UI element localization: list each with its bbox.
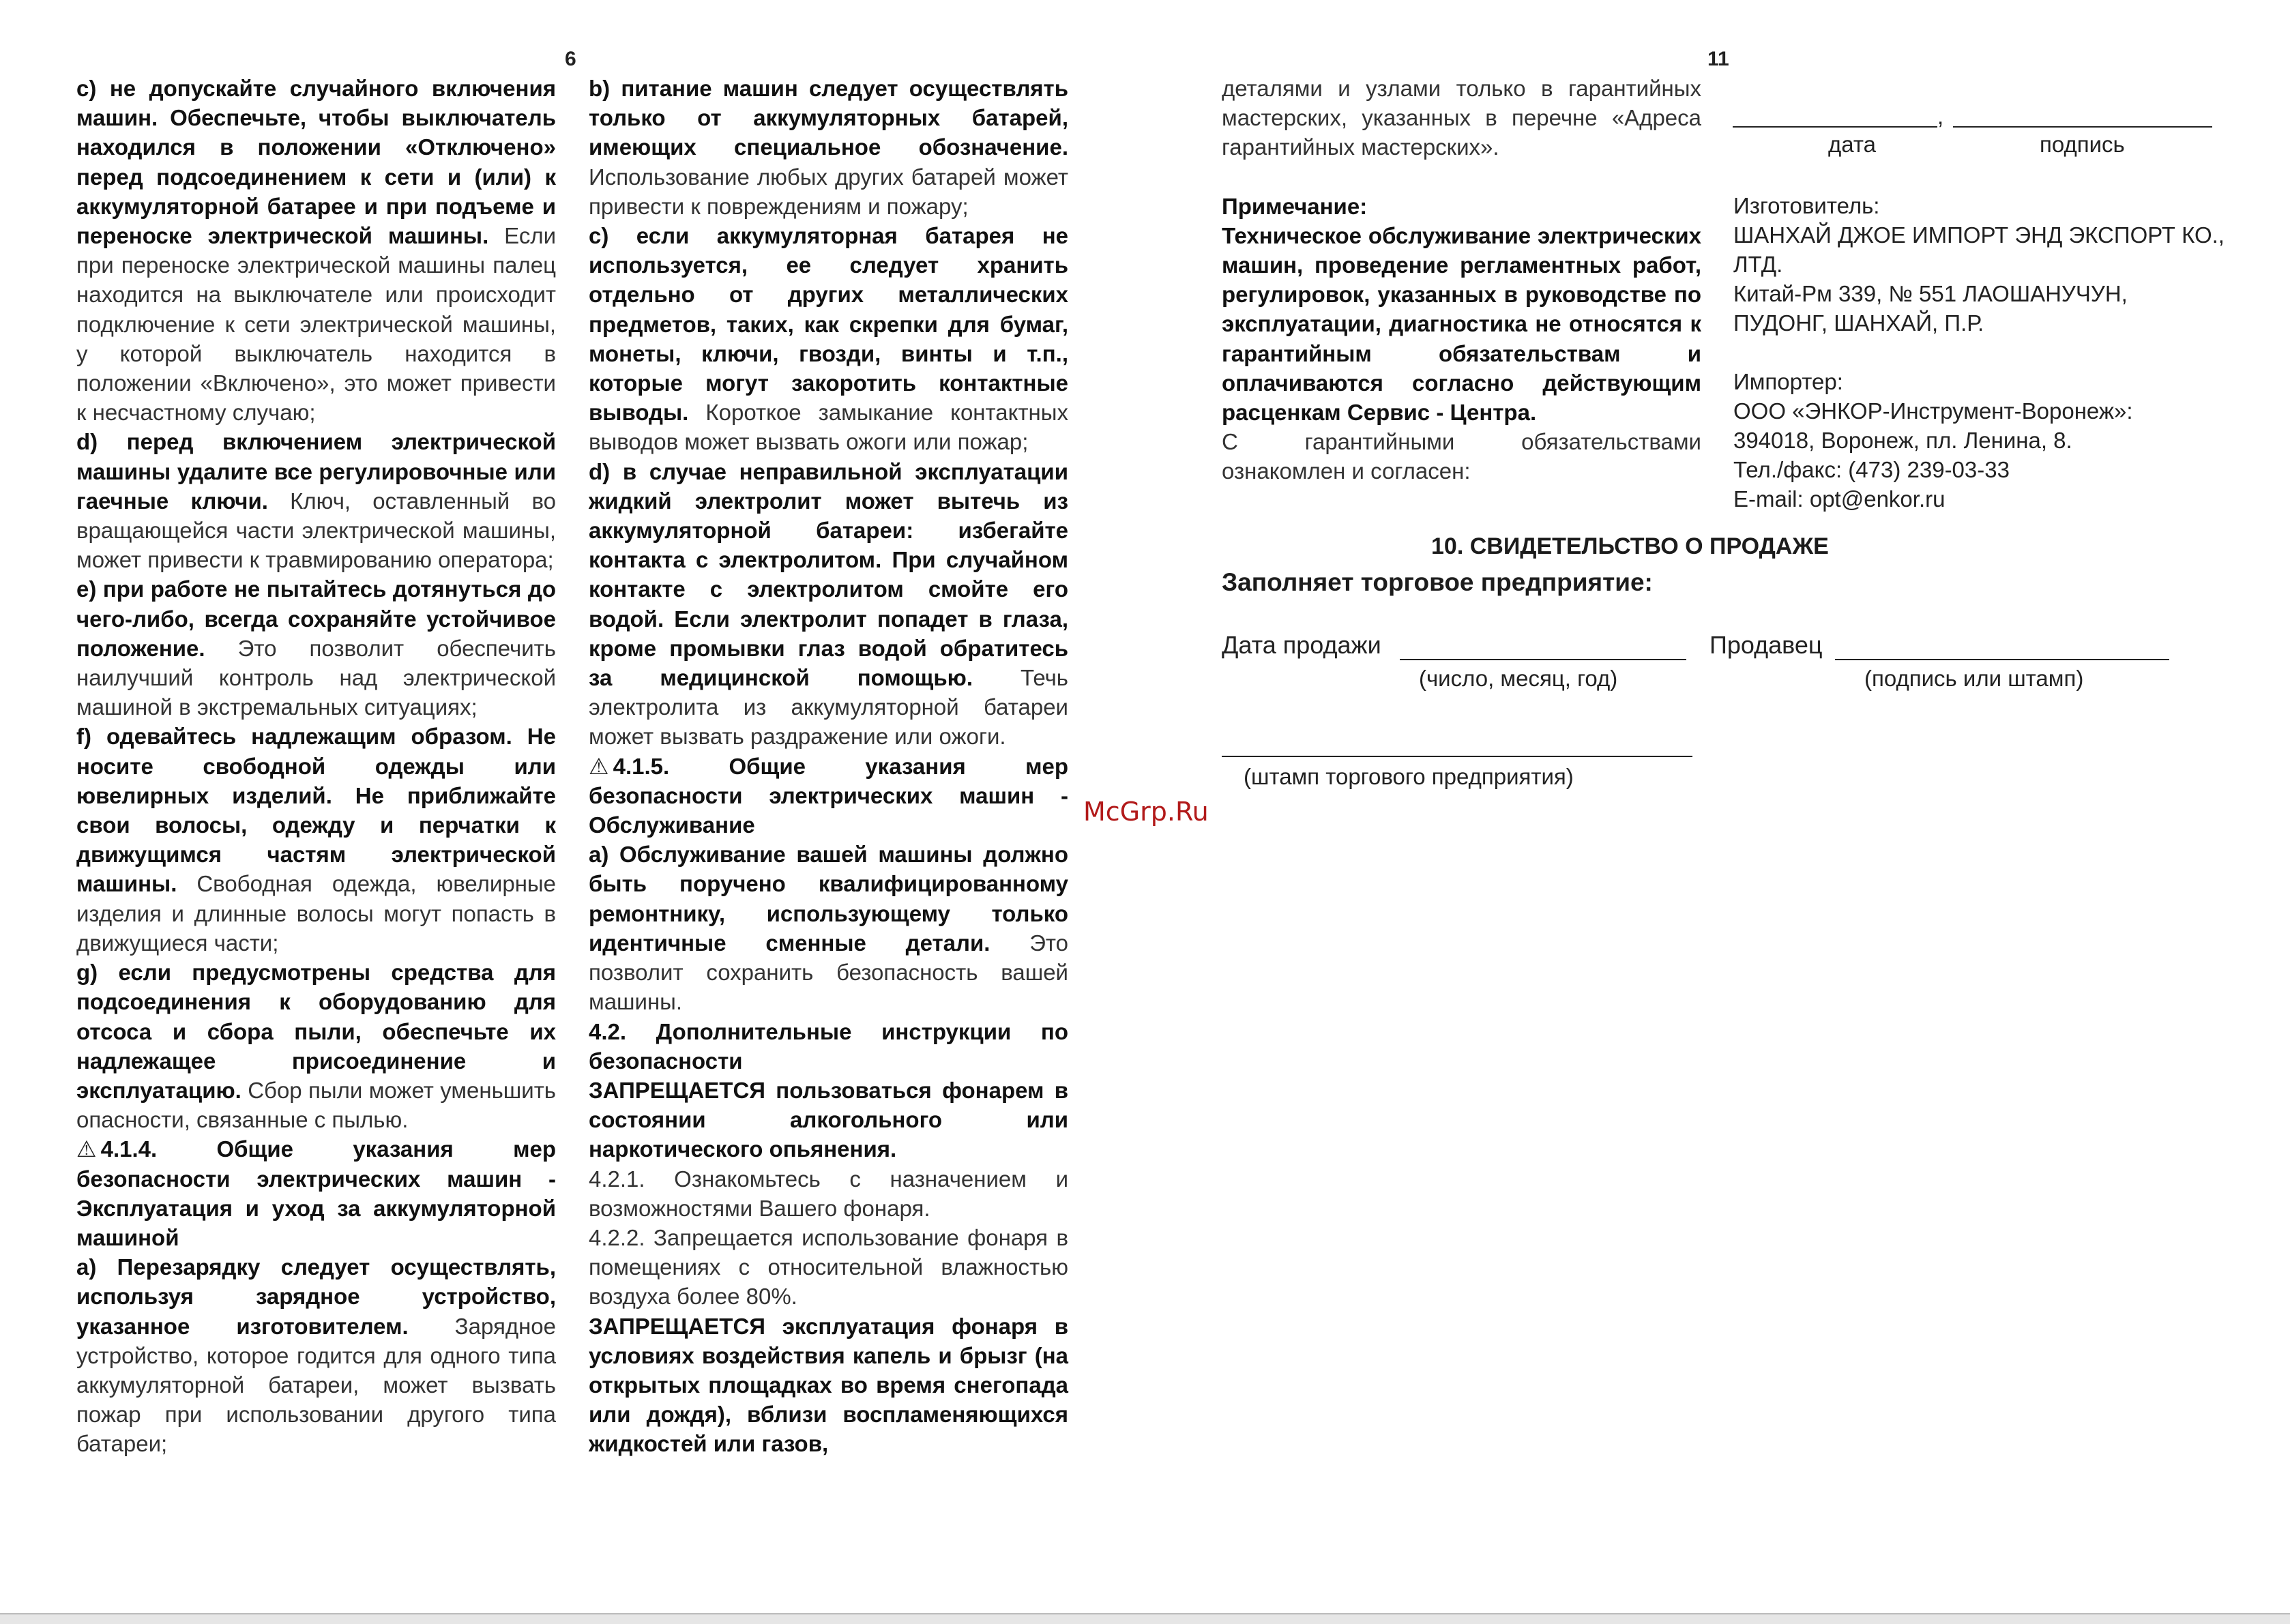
signature-line[interactable] (1953, 126, 2212, 128)
seller-caption: (подпись или штамп) (1864, 666, 2084, 691)
paragraph-d: d) перед включением электрической машины удалите все регулировочные или гаечные ключи. Ключ, оставленный во вращающейся части электрической машины, может привести к травмированию оператора; (76, 429, 556, 573)
text-column-1 (76, 74, 556, 1459)
note-text: Техническое обслуживание электрических машин, проведение регламентных работ, регулировок, указанных в руководстве по эксплуатации, диагностика не относятся к гарантийным обязательствам и оплачиваются согласно действующим расценкам Сервис - Центра. (1222, 222, 1701, 426)
importer-phone: Тел./факс: (473) 239-03-33 (1733, 457, 2010, 482)
paragraph-d2: d) в случае неправильной эксплуатации жидкий электролит может вытечь из аккумуляторной батареи: избегайте контакта с электролитом. При случайном контакте с электролитом смойте его водой. Если электролит попадет в глаза, кроме промывки глаз водой обратитесь за медицинской помощью. Течь электролита из аккумуляторной батареи может вызвать раздражение или ожоги. (589, 458, 1069, 750)
bottom-strip (0, 1613, 2290, 1624)
manufacturer-block (1733, 191, 2225, 514)
importer-email: E-mail: opt@enkor.ru (1733, 486, 1946, 512)
heading-4-1-4: ⚠ 4.1.4. Общие указания мер безопасности электрических машин - Эксплуатация и уход за аккумуляторной машиной (76, 1134, 556, 1252)
paragraph-b: b) питание машин следует осуществлять только от аккумуляторных батарей, имеющих специальное обозначение. Использование любых других батарей может привести к повреждениям и пожару; (589, 76, 1068, 219)
paragraph-c2: c) если аккумуляторная батарея не используется, ее следует хранить отдельно от других металлических предметов, таких, как скрепки для бумаг, монеты, ключи, гвозди, винты и т.п., которые могут закоротить контактные выводы. Короткое замыкание контактных выводов может вызвать ожоги или пожар; (589, 223, 1068, 455)
paragraph-forbidden-1: ЗАПРЕЩАЕТСЯ пользоваться фонарем в состоянии алкогольного или наркотического опьянения. (589, 1077, 1068, 1162)
manufacturer-name: ШАНХАЙ ДЖОЕ ИМПОРТ ЭНД ЭКСПОРТ КО., ЛТД. (1733, 222, 2225, 277)
agree-text: С гарантийными обязательствами ознакомлен и согласен: (1222, 429, 1701, 484)
paragraph-4-2-1: 4.2.1. Ознакомьтесь с назначением и возможностями Вашего фонаря. (589, 1166, 1068, 1221)
text-column-3 (1222, 74, 1701, 486)
importer-name: ООО «ЭНКОР-Инструмент-Воронеж»: (1733, 398, 2133, 424)
seller-label: Продавец (1709, 631, 1823, 659)
stamp-field[interactable] (1222, 756, 1692, 757)
heading-4-2: 4.2. Дополнительные инструкции по безопасности (589, 1018, 1068, 1074)
sale-certificate-subtitle: Заполняет торговое предприятие: (1222, 568, 1653, 596)
warning-icon: ⚠ (589, 753, 609, 779)
paragraph-c: c) не допускайте случайного включения машин. Обеспечьте, чтобы выключатель находился в положении «Отключено» перед подсоединением к сети и (или) к аккумуляторной батарее и при подъеме и переноске электрической машины. Если при переноске электрической машины палец находится на выключателе или происходит подключение к сети электрической машины, у которой выключатель находится в положении «Включено», это может привести к несчастному случаю; (76, 76, 557, 426)
text-column-2 (589, 74, 1068, 1459)
sale-certificate-title: 10. СВИДЕТЕЛЬСТВО О ПРОДАЖЕ (1431, 533, 1829, 559)
page-number-right: 11 (1707, 48, 1729, 70)
sale-date-label: Дата продажи (1222, 631, 1381, 659)
importer-label: Импортер: (1733, 369, 1843, 394)
paragraph-4-2-2: 4.2.2. Запрещается использование фонаря в помещениях с относительной влажностью воздуха более 80%. (589, 1224, 1068, 1310)
watermark: McGrp.Ru (1083, 797, 1209, 827)
sale-date-field[interactable] (1400, 659, 1686, 660)
paragraph-a2: a) Обслуживание вашей машины должно быть поручено квалифицированному ремонтнику, использующему только идентичные сменные детали. Это позволит сохранить безопасность вашей машины. (589, 842, 1069, 1015)
stamp-caption: (штамп торгового предприятия) (1244, 764, 1574, 789)
heading-4-1-5: ⚠ 4.1.5. Общие указания мер безопасности электрических машин - Обслуживание (589, 752, 1068, 840)
warranty-intro: деталями и узлами только в гарантийных мастерских, указанных в перечне «Адреса гарантийных мастерских». (1222, 76, 1701, 160)
date-caption: дата (1828, 132, 1876, 157)
manufacturer-label: Изготовитель: (1733, 193, 1880, 218)
warning-icon: ⚠ (76, 1136, 97, 1162)
importer-address: 394018, Воронеж, пл. Ленина, 8. (1733, 428, 2072, 453)
paragraph-e: e) при работе не пытайтесь дотянуться до чего-либо, всегда сохраняйте устойчивое положение. Это позволит обеспечить наилучший контроль над электрической машиной в экстремальных ситуациях; (76, 576, 556, 720)
paragraph-f: f) одевайтесь надлежащим образом. Не носите свободной одежды или ювелирных изделий. Не приближайте свои волосы, одежду и перчатки к движущимся частям электрической машины. Свободная одежда, ювелирные изделия и длинные волосы могут попасть в движущиеся части; (76, 724, 556, 956)
page-number-left: 6 (565, 48, 576, 70)
signature-caption: подпись (2040, 132, 2125, 157)
seller-field[interactable] (1835, 659, 2169, 660)
date-signature-line[interactable] (1733, 126, 1937, 128)
note-label: Примечание: (1222, 193, 1368, 219)
paragraph-a: a) Перезарядку следует осуществлять, используя зарядное устройство, указанное изготовителем. Зарядное устройство, которое годится для одного типа аккумуляторной батареи, может вызвать пожар при использовании другого типа батареи; (76, 1254, 556, 1457)
manufacturer-address: Китай-Рм 339, № 551 ЛАОШАНУЧУН, ПУДОНГ, ШАНХАЙ, П.Р. (1733, 281, 2128, 336)
comma: , (1937, 104, 1944, 129)
sale-date-caption: (число, месяц, год) (1419, 666, 1618, 691)
paragraph-forbidden-2: ЗАПРЕЩАЕТСЯ эксплуатация фонаря в условиях воздействия капель и брызг (на открытых площадках во время снегопада или дождя), вблизи воспламеняющихся жидкостей или газов, (589, 1313, 1068, 1457)
paragraph-g: g) если предусмотрены средства для подсоединения к оборудованию для отсоса и сбора пыли, обеспечьте их надлежащее присоединение и эксплуатацию. Сбор пыли может уменьшить опасности, связанные с пылью. (76, 960, 556, 1133)
